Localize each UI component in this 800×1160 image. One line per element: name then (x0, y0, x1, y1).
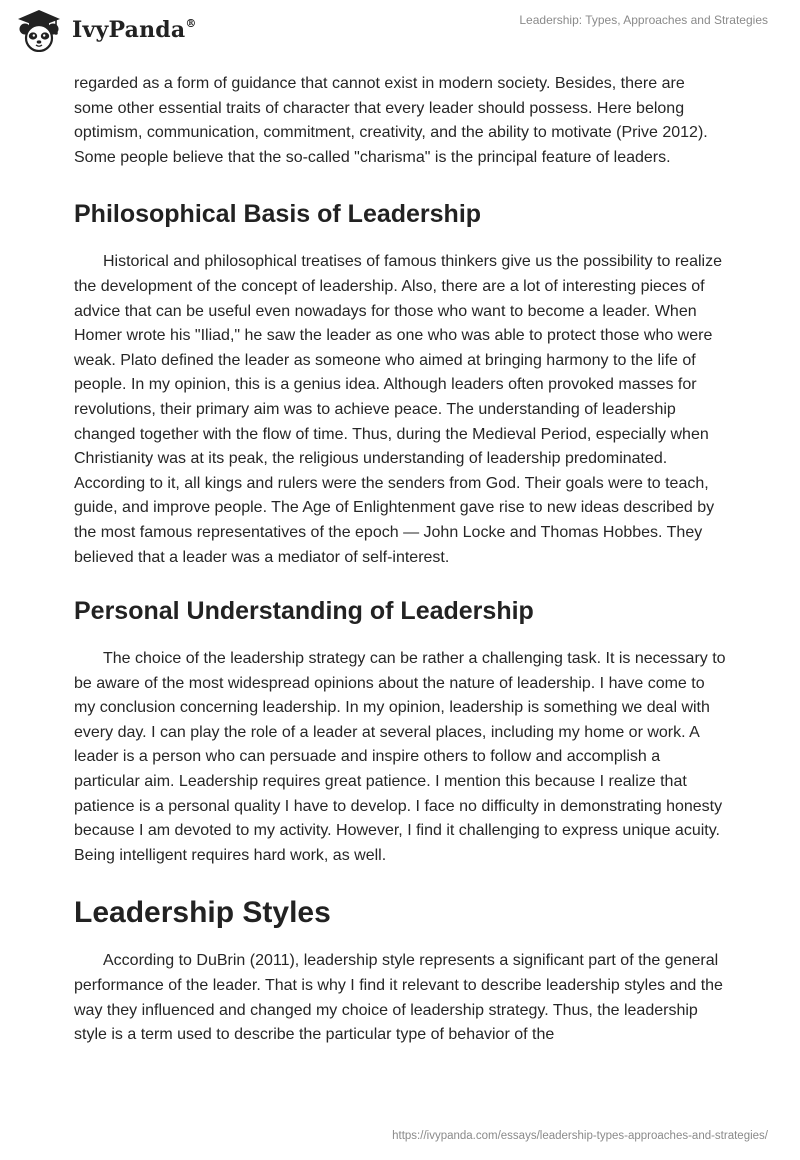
brand-name: IvyPanda® (72, 16, 197, 43)
heading-leadership-styles: Leadership Styles (74, 896, 331, 930)
page-header (0, 0, 800, 62)
brand-logo[interactable] (14, 8, 197, 52)
essay-body (74, 72, 726, 1048)
personal-paragraph: The choice of the leadership strategy can be rather a challenging task. It is necessary to be aware of the most widespread opinions about the nature of leadership. I have come to my conclusion concerning leadership. In my opinion, leadership is something we deal with every day. I can play the role of a leader at several places, including my home or work. A leader is a person who can persuade and inspire others to follow and accomplish a particular aim. Leadership requires great patience. I mention this because I realize that patience is a personal quality I have to develop. I face no difficulty in demonstrating honesty because I am devoted to my activity. However, I find it challenging to express unique acuity. Being intelligent requires hard work, as well. (74, 650, 726, 864)
document-title: Leadership: Types, Approaches and Strategies (519, 13, 768, 27)
panda-logo-icon (14, 8, 64, 52)
intro-paragraph: regarded as a form of guidance that cannot exist in modern society. Besides, there are some other essential traits of character that every leader should possess. Here belong optimism, communication, commitment, creativity, and the ability to motivate (Prive 2012). Some people believe that the so-called "charisma" is the principal feature of leaders. (74, 75, 708, 166)
styles-paragraph: According to DuBrin (2011), leadership style represents a significant part of the general performance of the leader. That is why I find it relevant to describe leadership styles and the way they influenced and changed my choice of leadership strategy. Thus, the leadership style is a term used to describe the particular type of behavior of the (74, 952, 723, 1044)
heading-personal-understanding: Personal Understanding of Leadership (74, 597, 534, 626)
heading-philosophical-basis: Philosophical Basis of Leadership (74, 200, 482, 229)
source-url[interactable]: https://ivypanda.com/essays/leadership-types-approaches-and-strategies/ (392, 1130, 768, 1142)
philosophical-paragraph: Historical and philosophical treatises of famous thinkers give us the possibility to realize the development of the concept of leadership. Also, there are a lot of interesting pieces of advice that can be useful even nowadays for those who want to become a leader. When Homer wrote his "Iliad," he saw the leader as one who was able to protect those who were weak. Plato defined the leader as someone who aimed at bringing harmony to the life of people. In my opinion, this is a genius idea. Although leaders often provoked masses for revolutions, their primary aim was to achieve peace. The understanding of leadership changed together with the flow of time. Thus, during the Medieval Period, especially when Christianity was at its peak, the religious understanding of leadership predominated. According to it, all kings and rulers were the senders from God. Their goals were to teach, guide, and improve people. The Age of Enlightenment gave rise to new ideas described by the most famous representatives of the epoch — John Locke and Thomas Hobbes. They believed that a leader was a mediator of self-interest. (74, 253, 722, 566)
